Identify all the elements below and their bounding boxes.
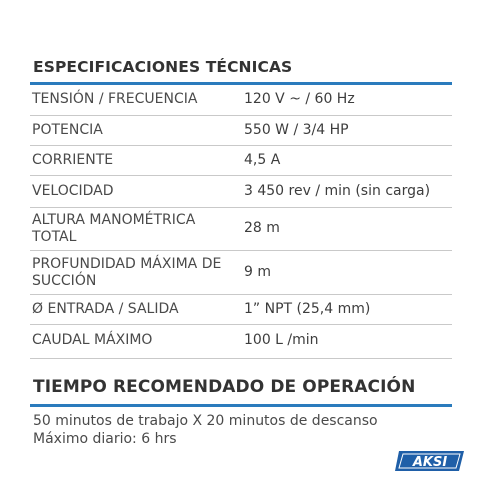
spec-label: Ø ENTRADA / SALIDA [32, 301, 179, 317]
spec-table [30, 84, 452, 359]
spec-label: PROFUNDIDAD MÁXIMA DE SUCCIÓN [32, 256, 222, 289]
spec-value: 9 m [244, 264, 271, 280]
spec-value: 1” NPT (25,4 mm) [244, 301, 371, 317]
spec-label: POTENCIA [32, 122, 103, 138]
spec-row-current [30, 146, 452, 176]
spec-row-max-flow [30, 325, 452, 359]
operation-section-title: TIEMPO RECOMENDADO DE OPERACIÓN [33, 377, 416, 397]
spec-row-voltage [30, 84, 452, 116]
operation-title-rule [30, 404, 452, 407]
spec-row-suction [30, 251, 452, 295]
spec-label: CORRIENTE [32, 152, 114, 168]
aksi-logo-text: AKSI [412, 455, 448, 470]
operation-daily-max-text: Máximo diario: 6 hrs [33, 431, 177, 447]
spec-row-inlet-outlet [30, 295, 452, 325]
spec-row-power [30, 116, 452, 146]
operation-cycle-text: 50 minutos de trabajo X 20 minutos de descanso [33, 413, 378, 429]
spec-label: TENSIÓN / FRECUENCIA [32, 91, 198, 107]
aksi-logo [395, 450, 465, 472]
spec-value: 120 V ~ / 60 Hz [244, 91, 355, 107]
spec-label: ALTURA MANOMÉTRICA TOTAL [32, 212, 196, 245]
spec-section-title: ESPECIFICACIONES TÉCNICAS [33, 58, 293, 76]
spec-row-speed [30, 176, 452, 208]
spec-label: VELOCIDAD [32, 183, 114, 199]
spec-value: 4,5 A [244, 152, 281, 168]
spec-value: 3 450 rev / min (sin carga) [244, 183, 431, 199]
spec-label: CAUDAL MÁXIMO [32, 332, 153, 348]
spec-value: 28 m [244, 220, 280, 236]
spec-value: 550 W / 3/4 HP [244, 122, 349, 138]
aksi-logo-mark [395, 450, 465, 472]
spec-row-head [30, 208, 452, 251]
spec-value: 100 L /min [244, 332, 319, 348]
